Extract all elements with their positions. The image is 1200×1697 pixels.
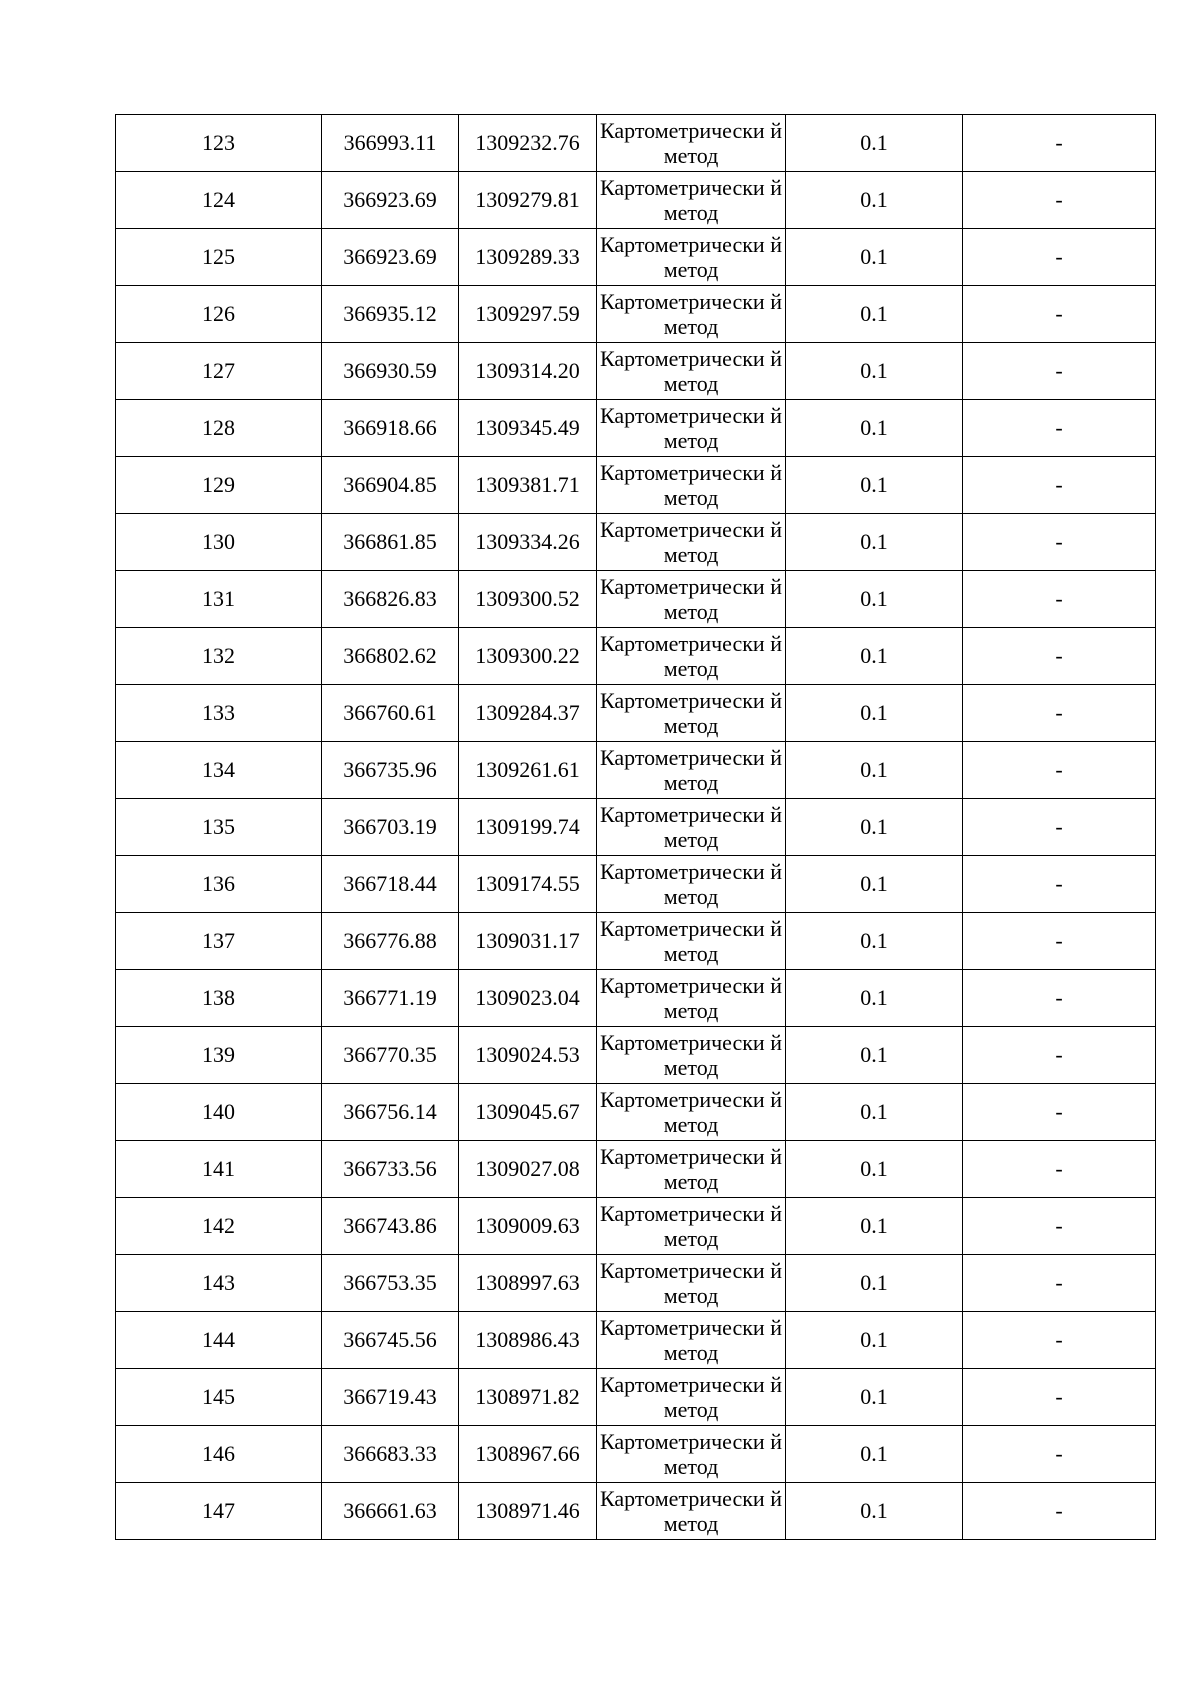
note-cell: - (963, 1141, 1156, 1198)
x-coordinate-cell: 366802.62 (322, 628, 459, 685)
y-coordinate-cell: 1309024.53 (459, 1027, 597, 1084)
table-row (116, 172, 1156, 229)
table-row (116, 457, 1156, 514)
x-coordinate-cell: 366993.11 (322, 115, 459, 172)
note-cell: - (963, 172, 1156, 229)
y-coordinate-cell: 1309199.74 (459, 799, 597, 856)
method-cell: Картометрически й метод (597, 172, 786, 229)
method-cell: Картометрически й метод (597, 286, 786, 343)
point-number-cell: 147 (116, 1483, 322, 1540)
note-cell: - (963, 514, 1156, 571)
note-cell: - (963, 1198, 1156, 1255)
y-coordinate-cell: 1309045.67 (459, 1084, 597, 1141)
note-cell: - (963, 229, 1156, 286)
note-cell: - (963, 1027, 1156, 1084)
table-row (116, 229, 1156, 286)
y-coordinate-cell: 1309300.52 (459, 571, 597, 628)
note-cell: - (963, 685, 1156, 742)
point-number-cell: 141 (116, 1141, 322, 1198)
accuracy-cell: 0.1 (786, 970, 963, 1027)
x-coordinate-cell: 366735.96 (322, 742, 459, 799)
table-row (116, 1426, 1156, 1483)
accuracy-cell: 0.1 (786, 400, 963, 457)
accuracy-cell: 0.1 (786, 1483, 963, 1540)
x-coordinate-cell: 366683.33 (322, 1426, 459, 1483)
method-cell: Картометрически й метод (597, 1483, 786, 1540)
y-coordinate-cell: 1309279.81 (459, 172, 597, 229)
table-row (116, 799, 1156, 856)
note-cell: - (963, 400, 1156, 457)
method-cell: Картометрически й метод (597, 229, 786, 286)
accuracy-cell: 0.1 (786, 913, 963, 970)
y-coordinate-cell: 1309232.76 (459, 115, 597, 172)
point-number-cell: 140 (116, 1084, 322, 1141)
accuracy-cell: 0.1 (786, 799, 963, 856)
y-coordinate-cell: 1309023.04 (459, 970, 597, 1027)
point-number-cell: 129 (116, 457, 322, 514)
y-coordinate-cell: 1308967.66 (459, 1426, 597, 1483)
method-cell: Картометрически й метод (597, 343, 786, 400)
note-cell: - (963, 856, 1156, 913)
accuracy-cell: 0.1 (786, 1369, 963, 1426)
note-cell: - (963, 1312, 1156, 1369)
point-number-cell: 124 (116, 172, 322, 229)
x-coordinate-cell: 366661.63 (322, 1483, 459, 1540)
table-row (116, 913, 1156, 970)
method-cell: Картометрически й метод (597, 685, 786, 742)
table-row (116, 1084, 1156, 1141)
method-cell: Картометрически й метод (597, 1255, 786, 1312)
accuracy-cell: 0.1 (786, 685, 963, 742)
y-coordinate-cell: 1309009.63 (459, 1198, 597, 1255)
x-coordinate-cell: 366918.66 (322, 400, 459, 457)
point-number-cell: 131 (116, 571, 322, 628)
method-cell: Картометрически й метод (597, 571, 786, 628)
y-coordinate-cell: 1309261.61 (459, 742, 597, 799)
table-row (116, 1483, 1156, 1540)
y-coordinate-cell: 1309284.37 (459, 685, 597, 742)
method-cell: Картометрически й метод (597, 1027, 786, 1084)
note-cell: - (963, 799, 1156, 856)
method-cell: Картометрически й метод (597, 970, 786, 1027)
accuracy-cell: 0.1 (786, 1027, 963, 1084)
y-coordinate-cell: 1308971.46 (459, 1483, 597, 1540)
point-number-cell: 128 (116, 400, 322, 457)
point-number-cell: 123 (116, 115, 322, 172)
point-number-cell: 130 (116, 514, 322, 571)
accuracy-cell: 0.1 (786, 1426, 963, 1483)
point-number-cell: 139 (116, 1027, 322, 1084)
table-row (116, 685, 1156, 742)
y-coordinate-cell: 1309297.59 (459, 286, 597, 343)
point-number-cell: 143 (116, 1255, 322, 1312)
y-coordinate-cell: 1309300.22 (459, 628, 597, 685)
accuracy-cell: 0.1 (786, 742, 963, 799)
x-coordinate-cell: 366771.19 (322, 970, 459, 1027)
note-cell: - (963, 286, 1156, 343)
note-cell: - (963, 1426, 1156, 1483)
y-coordinate-cell: 1309174.55 (459, 856, 597, 913)
table-row (116, 1027, 1156, 1084)
accuracy-cell: 0.1 (786, 172, 963, 229)
accuracy-cell: 0.1 (786, 1084, 963, 1141)
point-number-cell: 134 (116, 742, 322, 799)
x-coordinate-cell: 366756.14 (322, 1084, 459, 1141)
method-cell: Картометрически й метод (597, 628, 786, 685)
table-row (116, 343, 1156, 400)
table-row (116, 286, 1156, 343)
note-cell: - (963, 913, 1156, 970)
x-coordinate-cell: 366904.85 (322, 457, 459, 514)
y-coordinate-cell: 1309289.33 (459, 229, 597, 286)
note-cell: - (963, 571, 1156, 628)
x-coordinate-cell: 366753.35 (322, 1255, 459, 1312)
y-coordinate-cell: 1309027.08 (459, 1141, 597, 1198)
method-cell: Картометрически й метод (597, 115, 786, 172)
method-cell: Картометрически й метод (597, 457, 786, 514)
y-coordinate-cell: 1309345.49 (459, 400, 597, 457)
note-cell: - (963, 1369, 1156, 1426)
x-coordinate-cell: 366743.86 (322, 1198, 459, 1255)
table-row (116, 571, 1156, 628)
table-row (116, 1198, 1156, 1255)
note-cell: - (963, 343, 1156, 400)
x-coordinate-cell: 366930.59 (322, 343, 459, 400)
x-coordinate-cell: 366718.44 (322, 856, 459, 913)
table-row (116, 628, 1156, 685)
coordinates-table (115, 114, 1156, 1540)
method-cell: Картометрически й метод (597, 1369, 786, 1426)
point-number-cell: 136 (116, 856, 322, 913)
y-coordinate-cell: 1309031.17 (459, 913, 597, 970)
table-row (116, 742, 1156, 799)
method-cell: Картометрически й метод (597, 742, 786, 799)
accuracy-cell: 0.1 (786, 229, 963, 286)
coordinates-table-body (116, 115, 1156, 1540)
method-cell: Картометрически й метод (597, 1198, 786, 1255)
x-coordinate-cell: 366861.85 (322, 514, 459, 571)
point-number-cell: 137 (116, 913, 322, 970)
method-cell: Картометрически й метод (597, 856, 786, 913)
y-coordinate-cell: 1309314.20 (459, 343, 597, 400)
point-number-cell: 145 (116, 1369, 322, 1426)
method-cell: Картометрически й метод (597, 799, 786, 856)
accuracy-cell: 0.1 (786, 1198, 963, 1255)
method-cell: Картометрически й метод (597, 913, 786, 970)
x-coordinate-cell: 366703.19 (322, 799, 459, 856)
table-row (116, 1369, 1156, 1426)
table-row (116, 856, 1156, 913)
accuracy-cell: 0.1 (786, 856, 963, 913)
point-number-cell: 127 (116, 343, 322, 400)
point-number-cell: 132 (116, 628, 322, 685)
accuracy-cell: 0.1 (786, 571, 963, 628)
point-number-cell: 135 (116, 799, 322, 856)
accuracy-cell: 0.1 (786, 1255, 963, 1312)
x-coordinate-cell: 366719.43 (322, 1369, 459, 1426)
x-coordinate-cell: 366935.12 (322, 286, 459, 343)
accuracy-cell: 0.1 (786, 457, 963, 514)
y-coordinate-cell: 1308971.82 (459, 1369, 597, 1426)
note-cell: - (963, 115, 1156, 172)
note-cell: - (963, 1255, 1156, 1312)
method-cell: Картометрически й метод (597, 400, 786, 457)
table-row (116, 400, 1156, 457)
x-coordinate-cell: 366770.35 (322, 1027, 459, 1084)
method-cell: Картометрически й метод (597, 1084, 786, 1141)
note-cell: - (963, 628, 1156, 685)
method-cell: Картометрически й метод (597, 1426, 786, 1483)
note-cell: - (963, 970, 1156, 1027)
y-coordinate-cell: 1309334.26 (459, 514, 597, 571)
x-coordinate-cell: 366776.88 (322, 913, 459, 970)
y-coordinate-cell: 1309381.71 (459, 457, 597, 514)
x-coordinate-cell: 366745.56 (322, 1312, 459, 1369)
note-cell: - (963, 1084, 1156, 1141)
method-cell: Картометрически й метод (597, 1141, 786, 1198)
accuracy-cell: 0.1 (786, 1141, 963, 1198)
y-coordinate-cell: 1308986.43 (459, 1312, 597, 1369)
accuracy-cell: 0.1 (786, 343, 963, 400)
y-coordinate-cell: 1308997.63 (459, 1255, 597, 1312)
x-coordinate-cell: 366923.69 (322, 229, 459, 286)
table-row (116, 970, 1156, 1027)
point-number-cell: 126 (116, 286, 322, 343)
point-number-cell: 138 (116, 970, 322, 1027)
method-cell: Картометрически й метод (597, 514, 786, 571)
table-row (116, 1255, 1156, 1312)
accuracy-cell: 0.1 (786, 628, 963, 685)
point-number-cell: 144 (116, 1312, 322, 1369)
point-number-cell: 142 (116, 1198, 322, 1255)
table-row (116, 1312, 1156, 1369)
accuracy-cell: 0.1 (786, 514, 963, 571)
accuracy-cell: 0.1 (786, 115, 963, 172)
note-cell: - (963, 457, 1156, 514)
accuracy-cell: 0.1 (786, 286, 963, 343)
method-cell: Картометрически й метод (597, 1312, 786, 1369)
x-coordinate-cell: 366760.61 (322, 685, 459, 742)
table-row (116, 514, 1156, 571)
table-row (116, 1141, 1156, 1198)
x-coordinate-cell: 366733.56 (322, 1141, 459, 1198)
point-number-cell: 133 (116, 685, 322, 742)
point-number-cell: 146 (116, 1426, 322, 1483)
x-coordinate-cell: 366923.69 (322, 172, 459, 229)
note-cell: - (963, 742, 1156, 799)
point-number-cell: 125 (116, 229, 322, 286)
accuracy-cell: 0.1 (786, 1312, 963, 1369)
x-coordinate-cell: 366826.83 (322, 571, 459, 628)
note-cell: - (963, 1483, 1156, 1540)
table-row (116, 115, 1156, 172)
